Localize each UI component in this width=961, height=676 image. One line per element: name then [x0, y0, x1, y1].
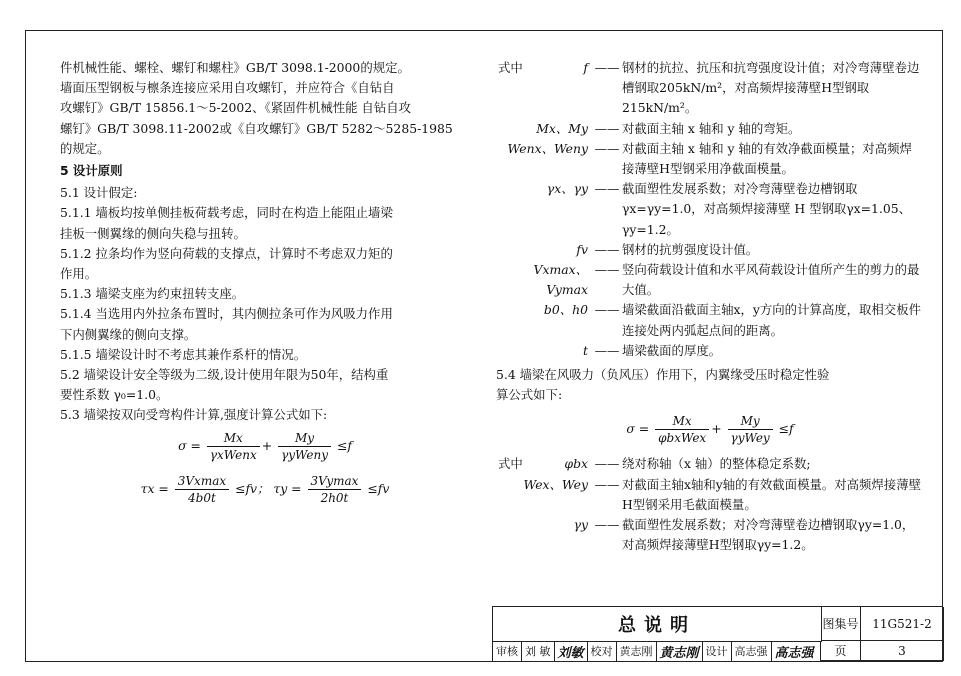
definition-text: 对截面主轴 x 轴和 y 轴的弯矩。: [622, 120, 801, 136]
design-name: 高志强: [732, 641, 772, 661]
clause: 5.1.2 拉条均作为竖向荷载的支撑点，计算时不考虑双力矩的: [60, 245, 393, 261]
check-signature: 黄志刚: [657, 641, 703, 661]
definition-row: b0、h0 —— 墙梁截面沿截面主轴x，y方向的计算高度，取相交板件连接处两内弧起点间的距离。: [496, 300, 924, 340]
definition-text: 截面塑性发展系数；对冷弯薄壁卷边槽钢取γy=1.0，对高频焊接薄壁H型钢取γy=1.2。: [622, 517, 915, 553]
definition-text: 截面塑性发展系数；对冷弯薄壁卷边槽钢取γx=γy=1.0，对高频焊接薄壁 H 型钢取γx=1.05、γy=1.2。: [622, 181, 912, 237]
definition-text: 绕对称轴（x 轴）的整体稳定系数;: [622, 456, 811, 472]
section-heading: 5 设计原则: [60, 163, 123, 179]
definition-row: 式中 f —— 钢材的抗拉、抗压和抗弯强度设计值；对冷弯薄壁卷边槽钢取205kN/m²，对高频焊接薄壁H型钢取215kN/m²。: [496, 58, 924, 119]
definition-intro: 式中: [498, 60, 523, 75]
definition-symbol: γx、γy: [546, 181, 588, 197]
stability-formula: σ = $\frac{Mx}{\text{φbxWex}}$ + $\frac{My}{\text{γyWey}}$ ≤f: [626, 414, 794, 446]
definition-row: γx、γy —— 截面塑性发展系数；对冷弯薄壁卷边槽钢取γx=γy=1.0，对高频焊接薄壁 H 型钢取γx=1.05、γy=1.2。: [496, 179, 924, 240]
right-column: [496, 58, 924, 555]
definition-row: Mx、My —— 对截面主轴 x 轴和 y 轴的弯矩。: [496, 119, 924, 139]
clause: 作用。: [60, 266, 98, 282]
definition-row: Vxmax、Vymax —— 竖向荷载设计值和水平风荷载设计值所产生的剪力的最大值。: [496, 260, 924, 300]
formula-rhs: ≤f: [336, 437, 352, 453]
review-signature: 刘敏: [555, 641, 588, 661]
design-signature: 高志强: [774, 645, 814, 661]
definition-symbol: Vxmax、Vymax: [533, 262, 588, 298]
definition-row: Wex、Wey —— 对截面主轴x轴和y轴的有效截面模量。对高频焊接薄壁H型钢采用毛截面模量。: [496, 475, 924, 515]
definition-symbol: Wex、Wey: [523, 476, 588, 492]
design-label: 设计: [703, 641, 732, 661]
title-block: [492, 606, 943, 662]
clause: 算公式如下:: [496, 387, 563, 403]
shear-formula: τx = $\frac{3Vxmax}{4b0t}$ ≤fv； τy = $\frac{3Vymax}{2h0t}$ ≤fv: [140, 473, 390, 505]
paragraph: 螺钉》GB/T 3098.11-2002或《自攻螺钉》GB/T 5282～5285-1985: [60, 120, 453, 136]
formula-lhs: σ =: [178, 437, 201, 453]
definition-text: 对截面主轴x轴和y轴的有效截面模量。对高频焊接薄壁H型钢采用毛截面模量。: [622, 476, 921, 512]
paragraph: 件机械性能、螺栓、螺钉和螺柱》GB/T 3098.1-2000的规定。: [60, 60, 410, 75]
paragraph: 的规定。: [60, 140, 110, 156]
check-name: 黄志刚: [617, 641, 657, 661]
definition-text: 对截面主轴 x 轴和 y 轴的有效净截面模量；对高频焊接薄壁H型钢采用净截面模量。: [622, 140, 912, 177]
fraction: $\frac{Mx}{\text{φbxWex}}$: [655, 413, 709, 446]
clause: 5.1.1 墙板均按单侧挂板荷载考虑，同时在构造上能阻止墙梁: [60, 205, 393, 221]
clause: 5.2 墙梁设计安全等级为二级,设计使用年限为50年，结构重: [60, 367, 389, 383]
atlas-number: 11G521-2: [861, 607, 944, 641]
clause: 5.4 墙梁在风吸力（负风压）作用下，内翼缘受压时稳定性验: [496, 367, 830, 383]
definition-text: 钢材的抗剪强度设计值。: [622, 241, 759, 257]
paragraph: 攻螺钉》GB/T 15856.1～5-2002、《紧固件机械性能 自钻自攻: [60, 100, 411, 116]
definition-text: 墙梁截面沿截面主轴x，y方向的计算高度，取相交板件连接处两内弧起点间的距离。: [622, 302, 921, 338]
symbol-definitions: [496, 454, 924, 555]
paragraph: 墙面压型钢板与檩条连接应采用自攻螺钉，并应符合《自钻自: [60, 80, 395, 96]
definition-symbol: b0、h0: [543, 302, 588, 318]
definition-row: t —— 墙梁截面的厚度。: [496, 341, 924, 361]
fraction: $\frac{Mx}{\text{γxWenx}}$: [207, 430, 260, 463]
fraction: $\frac{3Vxmax}{4b0t}$: [175, 473, 229, 506]
clause: 5.1.5 墙梁设计时不考虑其兼作系杆的情况。: [60, 346, 307, 362]
definition-symbol: t: [583, 342, 588, 358]
clause: 5.1.4 当选用内外拉条布置时，其内侧拉条可作为风吸力作用: [60, 306, 393, 322]
page-label: 页: [821, 641, 861, 661]
definition-symbol: Mx、My: [536, 120, 588, 136]
page-number: 3: [861, 641, 944, 661]
fraction: $\frac{My}{\text{γyWey}}$: [728, 413, 773, 446]
definition-text: 钢材的抗拉、抗压和抗弯强度设计值；对冷弯薄壁卷边槽钢取205kN/m²，对高频焊接薄壁H型钢取215kN/m²。: [622, 60, 920, 116]
definition-row: fv —— 钢材的抗剪强度设计值。: [496, 240, 924, 260]
clause: 5.3 墙梁按双向受弯构件计算,强度计算公式如下:: [60, 407, 328, 423]
clause: 5.1 设计假定:: [60, 185, 138, 201]
clause: 下内侧翼缘的侧向支撑。: [60, 326, 197, 342]
definition-intro: 式中: [498, 456, 523, 472]
symbol-definitions: [496, 58, 924, 361]
fraction: $\frac{My}{\text{γyWeny}}$: [278, 430, 331, 463]
clause: 挂板一侧翼缘的侧向失稳与扭转。: [60, 225, 246, 241]
left-column: [60, 58, 470, 510]
definition-symbol: 式中 f: [496, 58, 592, 119]
review-name: 刘 敏: [522, 641, 555, 661]
atlas-label: 图集号: [821, 607, 861, 641]
definition-symbol: γy: [573, 517, 588, 533]
definition-symbol: fv: [576, 241, 588, 257]
check-label: 校对: [588, 641, 617, 661]
fraction: $\frac{3Vymax}{2h0t}$: [308, 473, 362, 506]
clause: 要性系数 γ₀=1.0。: [60, 387, 169, 403]
signature-row: [493, 641, 821, 661]
review-label: 审核: [493, 641, 522, 661]
definition-text: 墙梁截面的厚度。: [622, 342, 722, 358]
definition-symbol: 式中 φbx: [496, 454, 592, 474]
definition-symbol: Wenx、Weny: [507, 140, 588, 156]
definition-row: γy —— 截面塑性发展系数；对冷弯薄壁卷边槽钢取γy=1.0，对高频焊接薄壁H型钢取γy=1.2。: [496, 515, 924, 555]
definition-row: Wenx、Weny —— 对截面主轴 x 轴和 y 轴的有效净截面模量；对高频焊接薄壁H型钢采用净截面模量。: [496, 139, 924, 179]
drawing-title: 总说明: [493, 607, 822, 642]
strength-formula: σ = $\frac{Mx}{\text{γxWenx}}$ + $\frac{My}{\text{γyWeny}}$ ≤f: [178, 430, 352, 462]
clause: 5.1.3 墙梁支座为约束扭转支座。: [60, 286, 245, 302]
definition-text: 竖向荷载设计值和水平风荷载设计值所产生的剪力的最大值。: [622, 262, 920, 298]
definition-row: 式中 φbx —— 绕对称轴（x 轴）的整体稳定系数;: [496, 454, 924, 474]
